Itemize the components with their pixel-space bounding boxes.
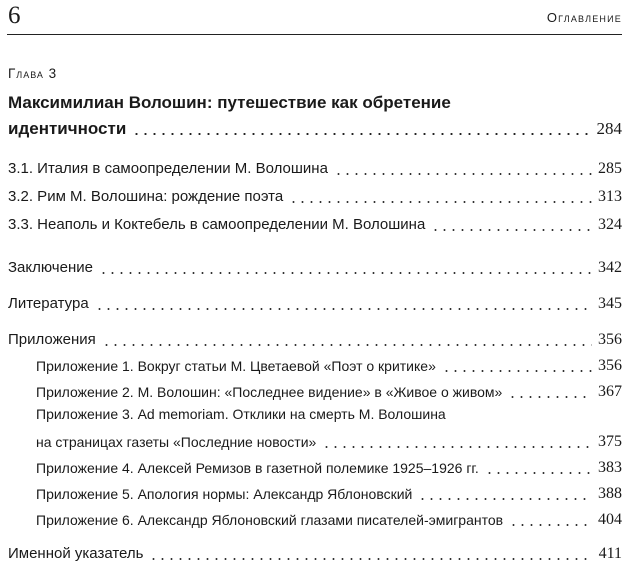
dot-leader bbox=[508, 396, 592, 398]
toc-entry-title: Приложение 6. Александр Яблоновский глазами писателей-эмигрантов bbox=[36, 512, 504, 528]
toc-entry-title: 3.2. Рим М. Волошина: рождение поэта bbox=[8, 188, 284, 205]
page-header bbox=[8, 4, 622, 30]
dot-leader bbox=[289, 201, 592, 203]
toc-entry-page: 356 bbox=[598, 357, 622, 374]
toc-entry-page: 284 bbox=[596, 119, 622, 138]
toc-entry-page: 345 bbox=[598, 295, 622, 312]
dot-leader bbox=[334, 173, 592, 175]
toc-entry-page: 367 bbox=[598, 383, 622, 400]
toc-entry-appendix[interactable] bbox=[36, 428, 622, 452]
toc-entry-appendix[interactable] bbox=[36, 378, 622, 402]
page-number: 6 bbox=[8, 2, 21, 29]
toc-entry-page: 342 bbox=[598, 259, 622, 276]
dot-leader bbox=[431, 229, 592, 231]
toc-entry-section[interactable] bbox=[8, 155, 622, 179]
toc-entry-appendix[interactable] bbox=[36, 454, 622, 478]
dot-leader bbox=[95, 308, 592, 310]
dot-leader bbox=[485, 472, 592, 474]
toc-entry-page: 375 bbox=[598, 433, 622, 450]
toc-entry-title: идентичности bbox=[8, 119, 127, 138]
toc-entry-appendix[interactable] bbox=[36, 480, 622, 504]
toc-entry-title: Приложения bbox=[8, 331, 96, 348]
toc-entry-appendices[interactable] bbox=[8, 326, 622, 350]
toc-entry-page: 411 bbox=[598, 545, 622, 562]
toc-entry-page: 383 bbox=[598, 459, 622, 476]
toc-entry-section[interactable] bbox=[8, 183, 622, 207]
toc-entry-appendix[interactable] bbox=[36, 506, 622, 530]
dot-leader bbox=[322, 446, 592, 448]
toc-entry-section[interactable] bbox=[8, 211, 622, 235]
dot-leader bbox=[442, 370, 592, 372]
toc-entry-page: 356 bbox=[598, 331, 622, 348]
toc-entry-index[interactable] bbox=[8, 540, 622, 564]
toc-entry-title: 3.3. Неаполь и Коктебель в самоопределении М. Волошина bbox=[8, 216, 426, 233]
toc-entry-title: на страницах газеты «Последние новости» bbox=[36, 434, 317, 450]
dot-leader bbox=[132, 133, 590, 135]
chapter-title-line1: Максимилиан Волошин: путешествие как обретение bbox=[8, 93, 451, 112]
running-title: Оглавление bbox=[546, 10, 622, 25]
dot-leader bbox=[102, 344, 592, 346]
toc-entry-title: Именной указатель bbox=[8, 545, 144, 562]
toc-entry-page: 285 bbox=[598, 160, 622, 177]
toc-entry-conclusion[interactable] bbox=[8, 254, 622, 278]
dot-leader bbox=[99, 272, 592, 274]
toc-entry-appendix[interactable] bbox=[36, 352, 622, 376]
dot-leader bbox=[509, 524, 592, 526]
toc-entry-title: Заключение bbox=[8, 259, 93, 276]
toc-entry-page: 404 bbox=[598, 511, 622, 528]
dot-leader bbox=[149, 558, 592, 560]
toc-entry-title: Приложение 2. М. Волошин: «Последнее видение» в «Живое о живом» bbox=[36, 384, 503, 400]
toc-entry-literature[interactable] bbox=[8, 290, 622, 314]
toc-entry-page: 324 bbox=[598, 216, 622, 233]
toc-entry-title: Приложение 4. Алексей Ремизов в газетной полемике 1925–1926 гг. bbox=[36, 460, 479, 476]
toc-entry-title: Приложение 1. Вокруг статьи М. Цветаевой «Поэт о критике» bbox=[36, 358, 436, 374]
header-rule bbox=[7, 34, 622, 35]
toc-entry-title: Литература bbox=[8, 295, 89, 312]
dot-leader bbox=[418, 498, 592, 500]
toc-entry-page: 313 bbox=[598, 188, 622, 205]
toc-entry-title: 3.1. Италия в самоопределении М. Волошина bbox=[8, 160, 328, 177]
toc-entry-title: Приложение 5. Апология нормы: Александр Яблоновский bbox=[36, 486, 413, 502]
toc-entry-page: 388 bbox=[598, 485, 622, 502]
chapter-label: Глава 3 bbox=[8, 66, 58, 81]
toc-entry-title-first-line: Приложение 3. Ad memoriam. Отклики на смерть М. Волошина bbox=[36, 406, 446, 422]
toc-entry-chapter[interactable] bbox=[8, 115, 622, 139]
